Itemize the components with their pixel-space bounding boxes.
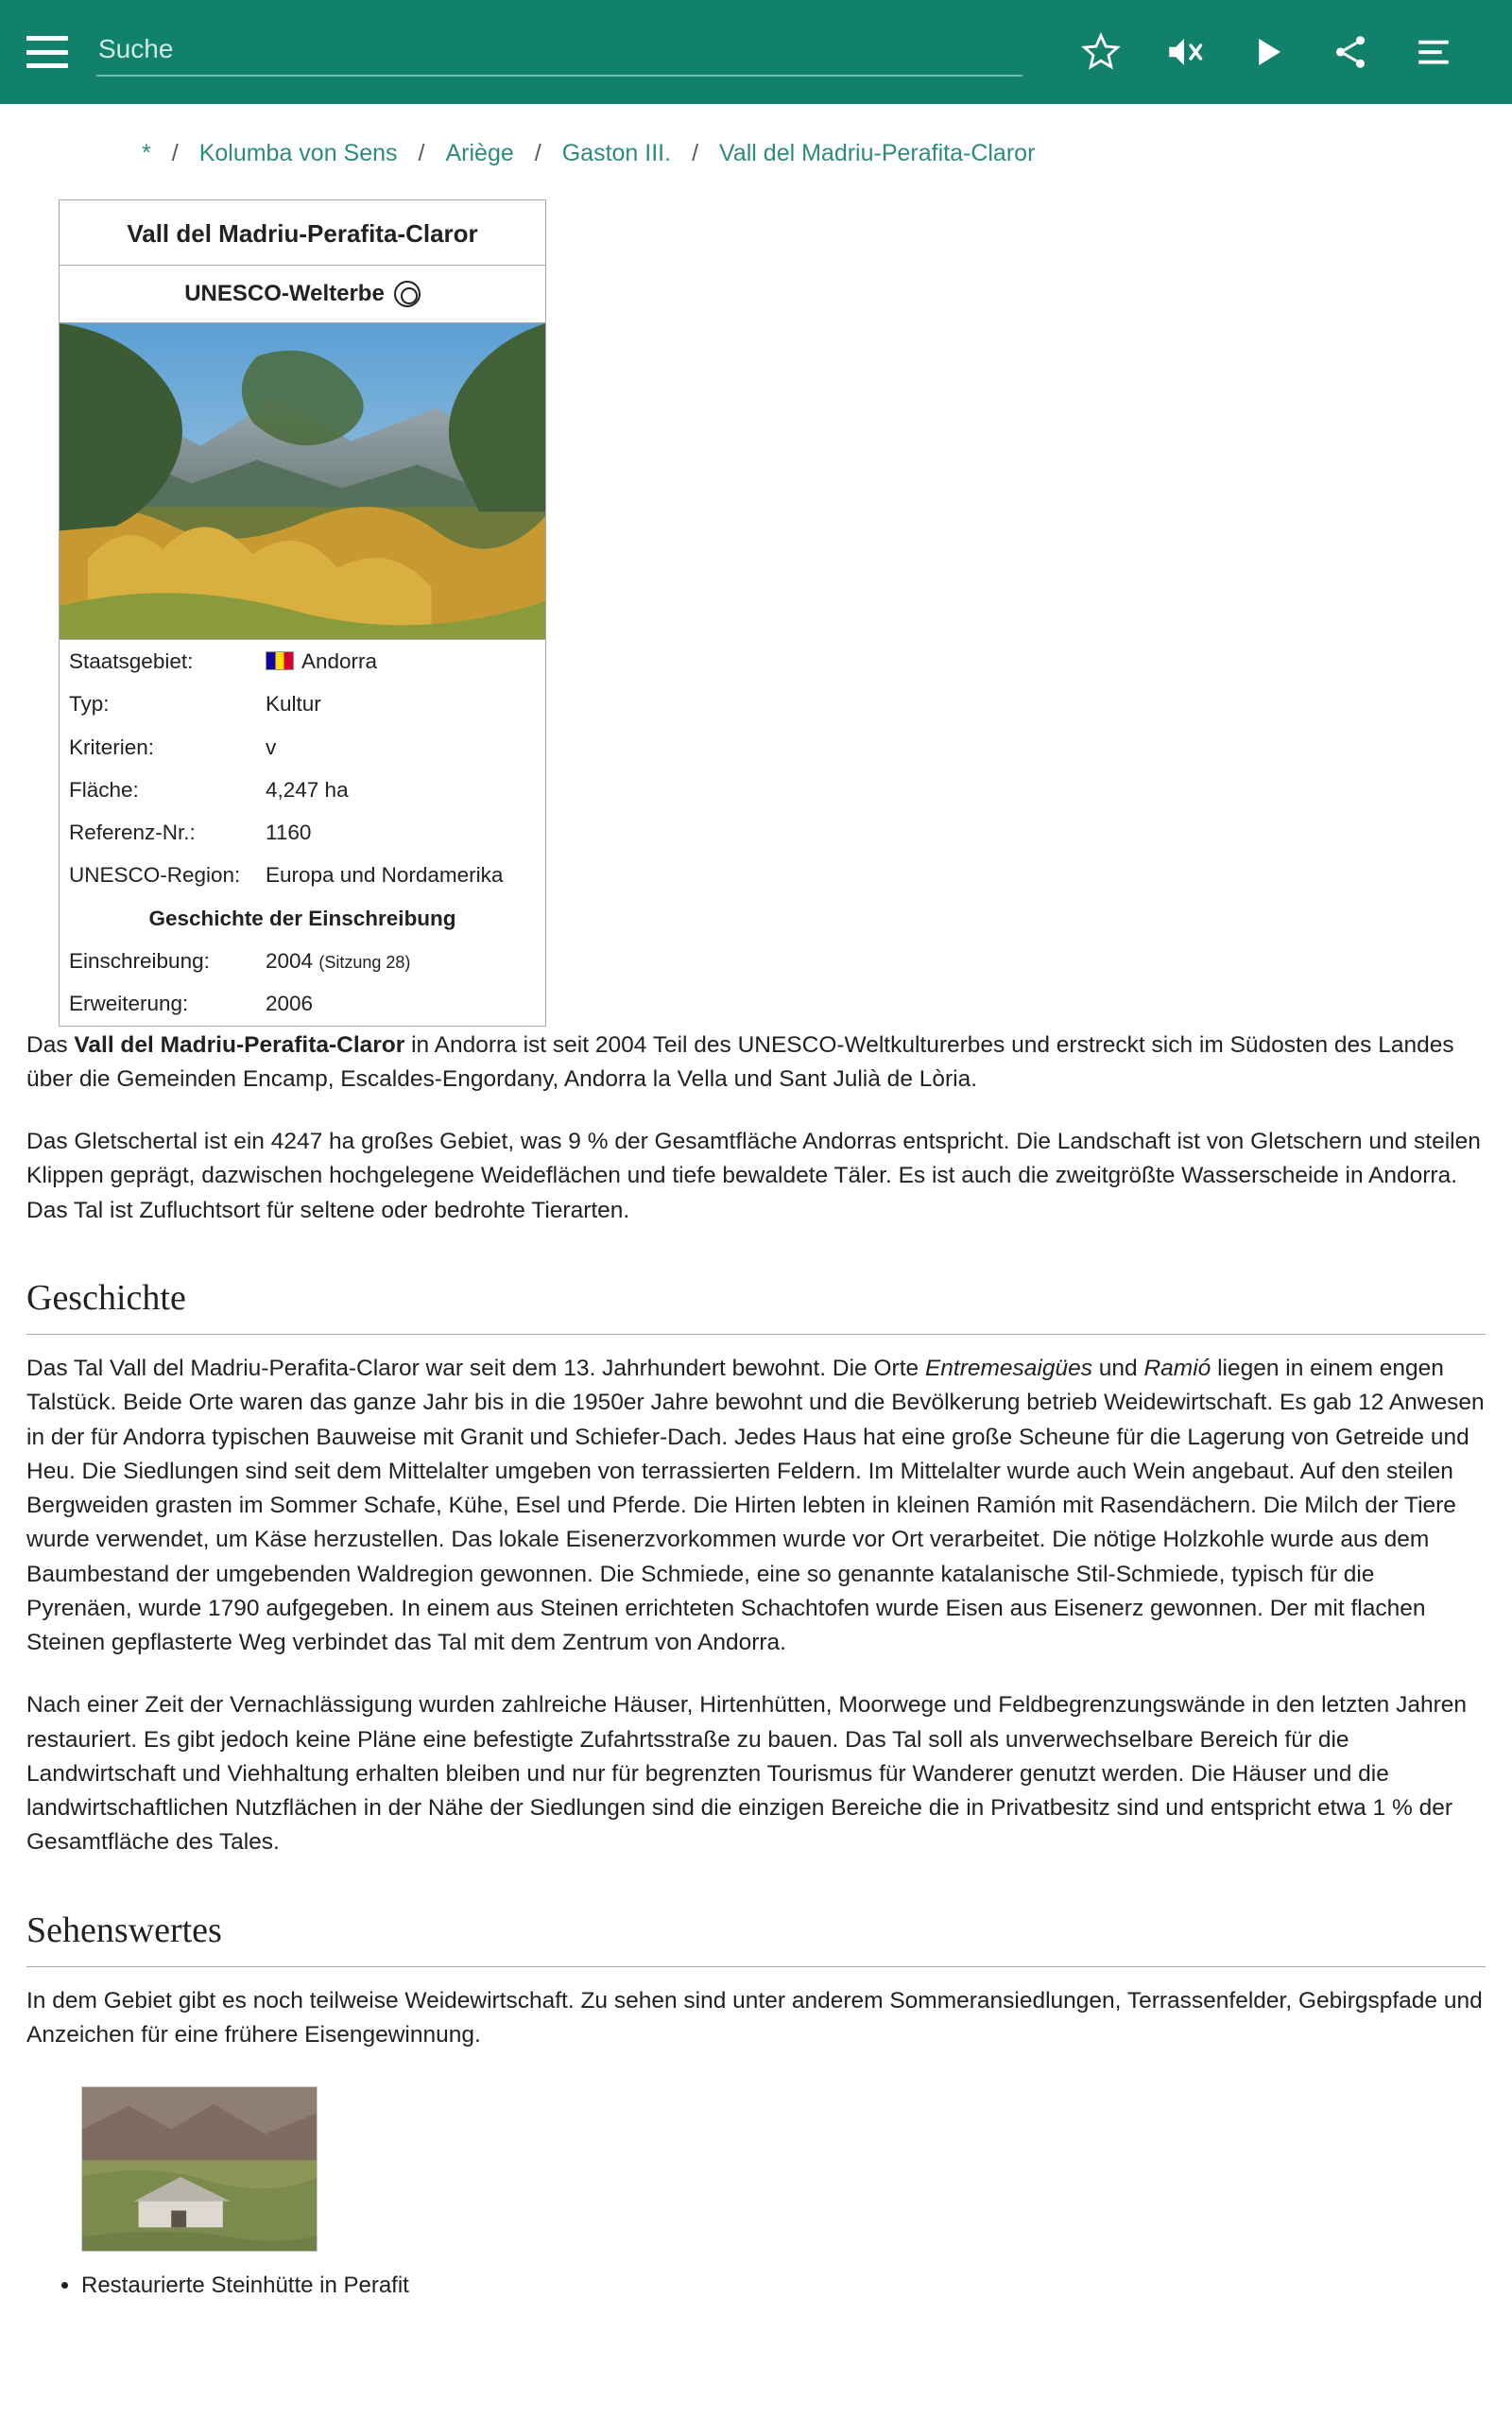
infobox-row <box>60 769 545 811</box>
breadcrumb <box>0 104 1512 192</box>
list-item <box>81 2086 1486 2301</box>
infobox-row <box>60 854 545 896</box>
infobox-value <box>256 940 545 982</box>
breadcrumb-separator: / <box>171 140 179 166</box>
place-name-entremesaigues: Entremesaigües <box>924 1356 1092 1382</box>
gallery-image[interactable] <box>81 2086 318 2252</box>
infobox-key: UNESCO-Region: <box>69 863 241 888</box>
gallery-list <box>26 2086 1486 2301</box>
infobox-value: Europa und Nordamerika <box>266 863 504 888</box>
article-subject: Vall del Madriu-Perafita-Claror <box>74 1031 405 1058</box>
text-run: und <box>1091 1356 1144 1382</box>
andorra-flag-icon <box>266 651 294 670</box>
infobox-key: Typ: <box>69 692 110 717</box>
infobox-row <box>60 940 545 982</box>
section-heading-sehenswertes: Sehenswertes <box>26 1904 1486 1967</box>
infobox-subtitle <box>60 266 545 323</box>
search-input[interactable] <box>96 33 1022 65</box>
infobox-key: Erweiterung: <box>69 992 189 1016</box>
text-run: liegen in einem engen Talstück. Beide Orte waren das ganze Jahr bis in die 1950er Jahre bewohnt und die Bevölkerung betrieb Weidewirtschaft. Es gab 12 Anwesen in der für Andorra typischen Bauweise mit Granit und Schiefer-Dach. Jedes Haus hat eine große Scheune für die Lagerung von Getreide und Heu. Die Siedlungen sind seit dem Mittelalter umgeben von terrassierten Feldern. Im Mittelalter wurde auch Wein angebaut. Auf den steilen Bergweiden grasten im Sommer Schafe, Kühe, Esel und Pferde. Die Hirten lebten in kleinen Ramión mit Rasendächern. Die Milch der Tiere wurde verwendet, um Käse herzustellen. Das lokale Eisenerzvorkommen wurde vor Ort verarbeitet. Die nötige Holzkohle wurde aus dem Baumbestand der umgebenden Waldregion gewonnen. Die Schmiede, eine so genannte katalanische Stil-Schmiede, typisch für die Pyrenäen, wurde 1790 aufgegeben. In einem aus Steinen errichteten Schachtofen wurde Eisen aus Eisenerz gewonnen. Der mit flachen Steinen gepflasterte Weg verbindet das Tal mit dem Zentrum von Andorra. <box>26 1356 1485 1656</box>
search-field-wrapper[interactable] <box>96 33 1022 77</box>
infobox-key: Referenz-Nr.: <box>69 821 196 845</box>
app-bar-actions <box>1081 32 1453 72</box>
infobox-section-title: Geschichte der Einschreibung <box>148 906 456 930</box>
infobox-key: Fläche: <box>69 777 139 802</box>
infobox-row <box>60 640 545 683</box>
breadcrumb-item-3[interactable]: Vall del Madriu-Perafita-Claror <box>719 140 1036 166</box>
lead-paragraph <box>26 1028 1486 1098</box>
infobox-value-text: Andorra <box>301 648 378 673</box>
section-heading-geschichte: Geschichte <box>26 1271 1486 1335</box>
app-bar <box>0 0 1512 104</box>
menu-icon[interactable] <box>26 36 68 68</box>
breadcrumb-separator: / <box>692 140 699 166</box>
breadcrumb-separator: / <box>418 140 425 166</box>
infobox-row <box>60 811 545 854</box>
mute-icon[interactable] <box>1164 32 1204 72</box>
lead-prefix: Das <box>26 1031 75 1058</box>
infobox-image <box>60 323 545 640</box>
infobox-key: Staatsgebiet: <box>69 648 194 673</box>
breadcrumb-item-2[interactable]: Gaston III. <box>561 140 672 166</box>
lead-rest: in Andorra ist seit 2004 Teil des UNESCO-Weltkulturerbes und erstreckt sich im Südosten des Landes über die Gemeinden Encamp, Escaldes-Engordany, Andorra la Vella und Sant Julià de Lòria. <box>26 1031 1454 1092</box>
sehenswertes-paragraph-1: In dem Gebiet gibt es noch teilweise Weidewirtschaft. Zu sehen sind unter anderem Sommeransiedlungen, Terrassenfelder, Gebirgspfade und Anzeichen für eine frühere Eisengewinnung. <box>26 1987 1483 2048</box>
play-icon[interactable] <box>1247 32 1287 72</box>
infobox-value-text: 2004 <box>266 949 314 974</box>
infobox-row <box>60 982 545 1025</box>
infobox-title: Vall del Madriu-Perafita-Claror <box>60 200 545 266</box>
place-name-ramio: Ramió <box>1143 1356 1211 1382</box>
infobox-key: Einschreibung: <box>69 949 210 974</box>
share-icon[interactable] <box>1331 32 1370 72</box>
infobox-row <box>60 726 545 769</box>
breadcrumb-item-1[interactable]: Ariège <box>445 140 514 166</box>
geschichte-paragraph-2: Nach einer Zeit der Vernachlässigung wurden zahlreiche Häuser, Hirtenhütten, Moorwege und Feldbegrenzungswände in den letzten Jahren restauriert. Es gibt jedoch keine Pläne eine befestigte Zufahrtsstraße zu bauen. Das Tal soll als unverwechselbare Bereich für die Landwirtschaft und Viehhaltung erhalten bleiben und nur für begrenzten Tourismus für Wanderer genutzt werden. Die Häuser und die landwirtschaftlichen Nutzflächen in der Nähe der Siedlungen sind die einzigen Bereiche die in Privatbesitz sind und entspricht etwa 1 % der Gesamtfläche des Tales. <box>26 1692 1468 1856</box>
star-icon[interactable] <box>1081 32 1121 72</box>
infobox-key: Kriterien: <box>69 735 155 759</box>
geschichte-paragraph-1 <box>26 1352 1486 1660</box>
text-run: Das Tal Vall del Madriu-Perafita-Claror war seit dem 13. Jahrhundert bewohnt. Die Orte <box>26 1356 925 1382</box>
infobox-value: 2006 <box>266 992 314 1016</box>
breadcrumb-star[interactable]: * <box>142 140 151 166</box>
gallery-caption: • Restaurierte Steinhütte in Perafit <box>81 2273 409 2299</box>
article-body <box>0 199 1512 2356</box>
infobox-value: v <box>266 735 277 759</box>
infobox-value: 4,247 ha <box>266 777 349 802</box>
infobox-row <box>60 683 545 725</box>
infobox <box>59 199 546 1027</box>
unesco-logo-icon <box>394 281 421 307</box>
list-icon[interactable] <box>1414 32 1453 72</box>
paragraph-2: Das Gletschertal ist ein 4247 ha großes Gebiet, was 9 % der Gesamtfläche Andorras entspricht. Die Landschaft ist von Gletschern und steilen Klippen geprägt, dazwischen hochgelegene Weideflächen und tiefe bewaldete Täler. Es ist auch die zweitgrößte Wasserscheide in Andorra. Das Tal ist Zufluchtsort für seltene oder bedrohte Tierarten. <box>26 1129 1481 1223</box>
infobox-value-note: (Sitzung 28) <box>318 953 411 973</box>
breadcrumb-separator: / <box>534 140 541 166</box>
infobox-section-row <box>60 897 545 940</box>
infobox-facts <box>60 640 545 1026</box>
infobox-subtitle-label: UNESCO-Welterbe <box>184 281 385 307</box>
breadcrumb-item-0[interactable]: Kolumba von Sens <box>198 140 398 166</box>
infobox-value <box>256 640 545 683</box>
infobox-value: 1160 <box>266 821 312 845</box>
infobox-value: Kultur <box>266 692 321 717</box>
